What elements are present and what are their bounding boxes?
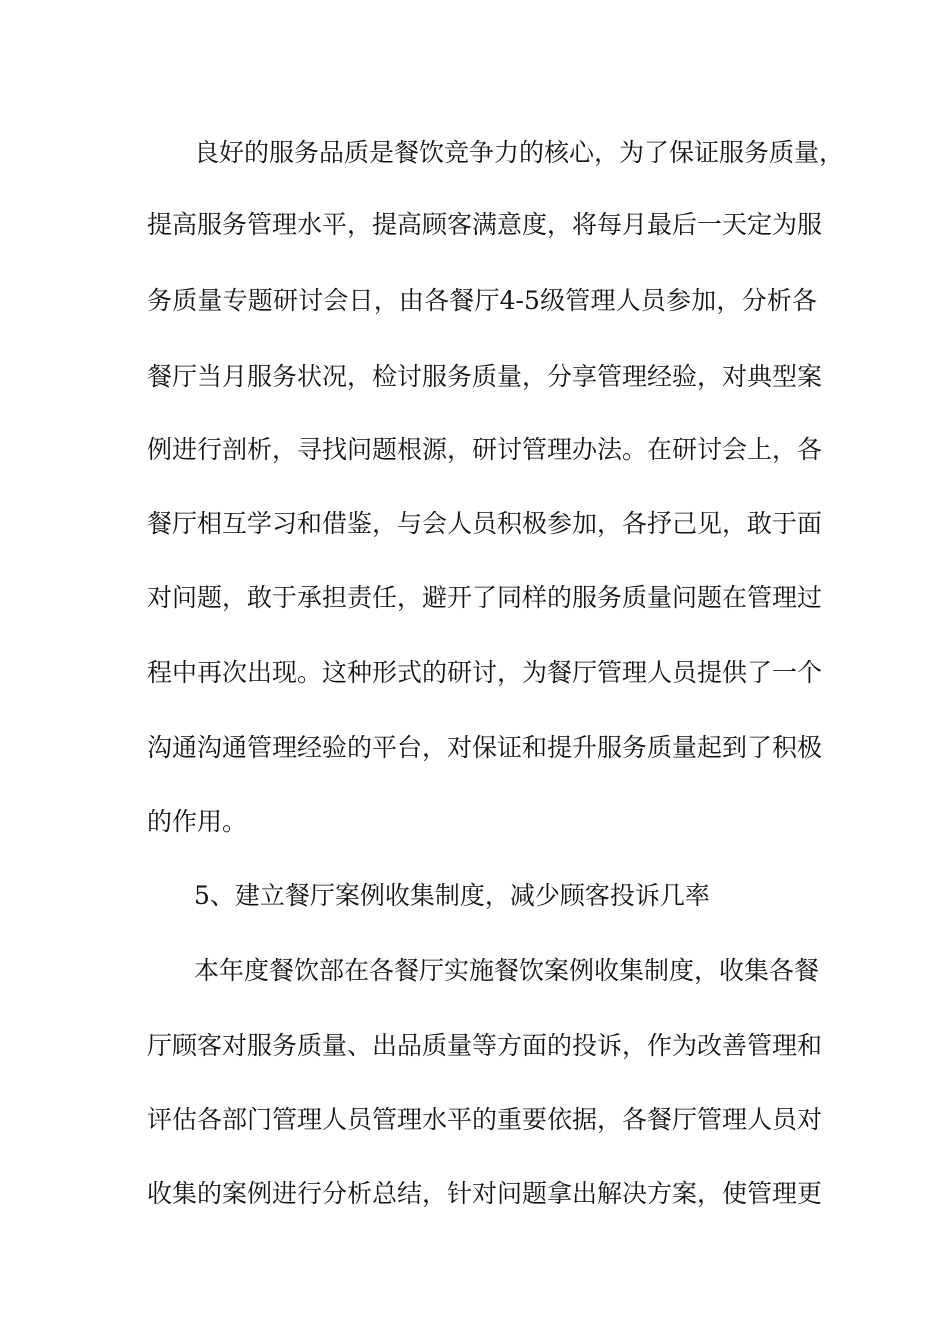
paragraph-1-line-6: 餐厅相互学习和借鉴，与会人员积极参加，各抒己见，敢于面 (147, 509, 823, 538)
paragraph-1-line-8: 程中再次出现。这种形式的研讨，为餐厅管理人员提供了一个 (147, 658, 823, 687)
paragraph-1-line-9: 沟通沟通管理经验的平台，对保证和提升服务质量起到了积极 (147, 733, 823, 762)
paragraph-1-line-7: 对问题，敢于承担责任，避开了同样的服务质量问题在管理过 (147, 583, 823, 612)
paragraph-1-line-1: 良好的服务品质是餐饮竞争力的核心，为了保证服务质量， (194, 138, 845, 167)
paragraph-3-line-4: 收集的案例进行分析总结，针对问题拿出解决方案，使管理更 (147, 1179, 823, 1208)
paragraph-3-line-2: 厅顾客对服务质量、出品质量等方面的投诉，作为改善管理和 (147, 1031, 823, 1060)
paragraph-1-line-10: 的作用。 (147, 807, 248, 836)
paragraph-1-line-3: 务质量专题研讨会日，由各餐厅4-5级管理人员参加，分析各 (147, 286, 817, 315)
paragraph-1-line-2: 提高服务管理水平，提高顾客满意度，将每月最后一天定为服 (147, 210, 823, 239)
paragraph-3-line-3: 评估各部门管理人员管理水平的重要依据，各餐厅管理人员对 (147, 1105, 823, 1134)
paragraph-1-line-4: 餐厅当月服务状况，检讨服务质量，分享管理经验，对典型案 (147, 362, 823, 391)
paragraph-1-line-5: 例进行剖析，寻找问题根源，研讨管理办法。在研讨会上，各 (147, 435, 823, 464)
section-heading: 5、建立餐厅案例收集制度，减少顾客投诉几率 (194, 881, 710, 910)
paragraph-3-line-1: 本年度餐饮部在各餐厅实施餐饮案例收集制度，收集各餐 (194, 956, 820, 985)
